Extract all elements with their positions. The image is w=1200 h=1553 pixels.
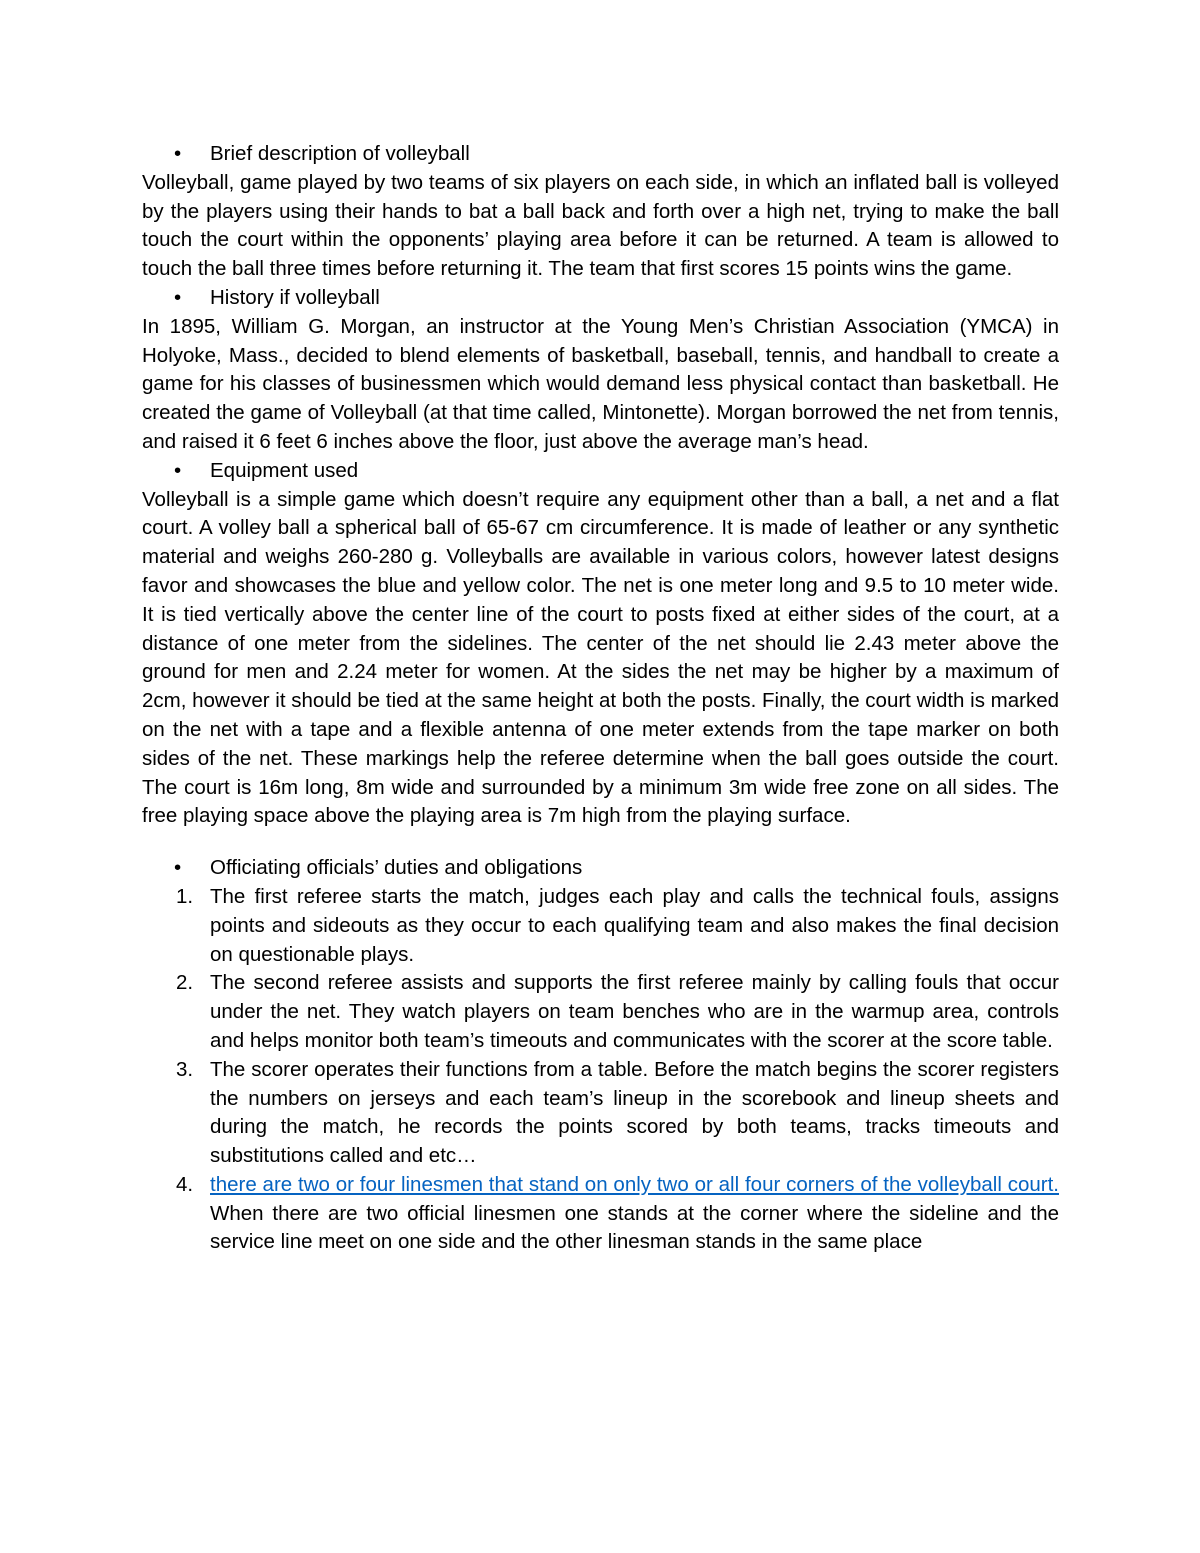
list-number: 1.	[176, 884, 194, 908]
heading-text: Brief description of volleyball	[210, 142, 470, 165]
description-paragraph: Volleyball, game played by two teams of six players on each side, in which an inflated ball is volleyed by the players using their hands to bat a ball back and forth over a high net, trying to make the ball touch the court within the opponents’ playing area before it can be returned. A team is allowed to touch the ball three times before returning it. The team that first scores 15 points wins the game.	[142, 170, 1059, 281]
list-item	[142, 883, 1059, 969]
list-item	[142, 1056, 1059, 1171]
heading-text: History if volleyball	[210, 285, 380, 309]
section-heading-equipment	[142, 457, 1059, 486]
list-item-text: The scorer operates their functions from a table. Before the match begins the scorer registers the numbers on jerseys and each team’s lineup in the scorebook and lineup sheets and during the match, he records the points scored by both teams, tracks timeouts and substitutions called and etc…	[210, 1057, 1059, 1168]
section-heading-history	[142, 284, 1059, 313]
bullet-icon: •	[174, 458, 182, 482]
bullet-icon: •	[174, 285, 182, 309]
heading-text: Equipment used	[210, 458, 359, 482]
list-item	[142, 1171, 1059, 1257]
document-page	[142, 140, 1059, 1257]
officials-list	[142, 883, 1059, 1257]
bullet-icon: •	[174, 856, 182, 880]
list-number: 4.	[176, 1172, 194, 1196]
heading-text: Officiating officials’ duties and obligations	[210, 856, 583, 880]
list-item-text: When there are two official linesmen one stands at the corner where the sideline and the service line meet on one side and the other linesman stands in the same place	[210, 1201, 1059, 1254]
list-item-text: The second referee assists and supports the first referee mainly by calling fouls that occur under the net. They watch players on team benches who are in the warmup area, controls and helps monitor both team’s timeouts and communicates with the scorer at the score table.	[210, 971, 1059, 1052]
linesmen-link[interactable]: there are two or four linesmen that stand on only two or all four corners of the volleyball court.	[210, 1172, 1059, 1196]
section-heading-officials	[142, 854, 1059, 883]
paragraph-spacer	[142, 831, 1059, 854]
list-number: 3.	[176, 1057, 194, 1081]
equipment-paragraph: Volleyball is a simple game which doesn’t require any equipment other than a ball, a net and a flat court. A volley ball a spherical ball of 65-67 cm circumference. It is made of leather or any synthetic material and weighs 260-280 g. Volleyballs are available in various colors, however latest designs favor and showcases the blue and yellow color. The net is one meter long and 9.5 to 10 meter wide. It is tied vertically above the center line of the court to posts fixed at either sides of the court, at a distance of one meter from the sidelines. The center of the net should lie 2.43 meter above the ground for men and 2.24 meter for women. At the sides the net may be higher by a maximum of 2cm, however it should be tied at the same height at both the posts. Finally, the court width is marked on the net with a tape and a flexible antenna of one meter extends from the tape marker on both sides of the net. These markings help the referee determine when the ball goes outside the court. The court is 16m long, 8m wide and surrounded by a minimum 3m wide free zone on all sides. The free playing space above the playing area is 7m high from the playing surface.	[142, 487, 1059, 828]
section-heading-description	[142, 140, 1059, 169]
list-number: 2.	[176, 971, 194, 995]
history-paragraph: In 1895, William G. Morgan, an instructor at the Young Men’s Christian Association (YMCA) in Holyoke, Mass., decided to blend elements of basketball, baseball, tennis, and handball to create a game for his classes of businessmen which would demand less physical contact than basketball. He created the game of Volleyball (at that time called, Mintonette). Morgan borrowed the net from tennis, and raised it 6 feet 6 inches above the floor, just above the average man’s head.	[142, 314, 1059, 453]
list-item-text: The first referee starts the match, judges each play and calls the technical fouls, assigns points and sideouts as they occur to each qualifying team and also makes the final decision on questionable plays.	[210, 884, 1059, 966]
list-item	[142, 969, 1059, 1055]
bullet-icon: •	[174, 142, 182, 165]
